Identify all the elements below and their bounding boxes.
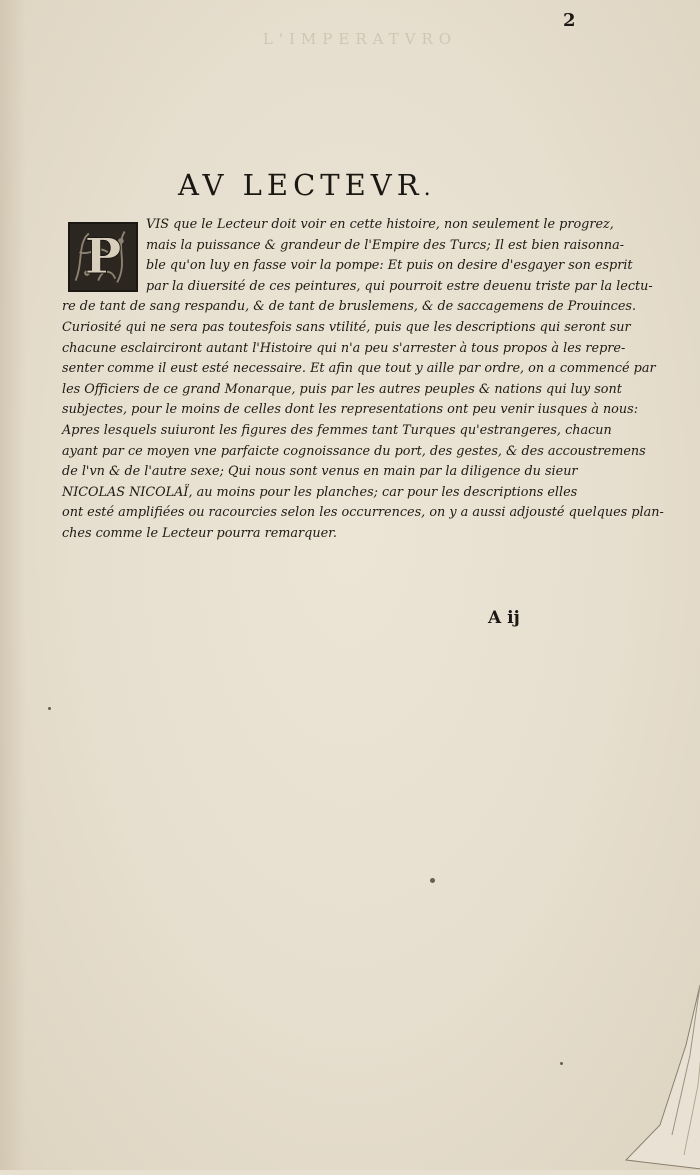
signature-mark: A ij — [488, 608, 520, 628]
paper-speck — [48, 707, 51, 710]
title-dot: . — [423, 176, 436, 201]
bleed-through-header: L'IMPERATVRO — [262, 30, 458, 48]
title-text: AV LECTEVR — [178, 168, 424, 202]
body-text — [62, 215, 664, 545]
text-line: VIS que le Lecteur doit voir en cette histoire, non seulement le progrez, — [146, 217, 614, 232]
text-line: par la diuersité de ces peintures, qui pourroit estre deuenu triste par la lectu- — [146, 278, 653, 294]
paper-speck — [560, 1062, 563, 1065]
page-fold-corner — [620, 975, 700, 1175]
page-title — [178, 168, 468, 202]
text-line: ches comme le Lecteur pourra remarquer. — [62, 525, 337, 541]
text-line: NICOLAS NICOLAÏ, au moins pour les planches; car pour les descriptions elles — [62, 484, 578, 500]
text-line: ont esté amplifiées ou racourcies selon les occurrences, on y a aussi adjousté quelques plan- — [62, 505, 664, 521]
text-line: chacune esclairciront autant l'Histoire qui n'a peu s'arrester à tous propos à les repre- — [62, 340, 626, 356]
text-line: subjectes, pour le moins de celles dont les representations ont peu venir iusques à nous: — [62, 402, 639, 418]
page-number: 2 — [563, 10, 576, 31]
text-line: Curiosité qui ne sera pas toutesfois sans vtilité, puis que les descriptions qui seront sur — [62, 319, 631, 335]
text-line: re de tant de sang respandu, & de tant de bruslemens, & de saccagemens de Prouinces. — [62, 299, 637, 315]
text-line: ayant par ce moyen vne parfaicte cognoissance du port, des gestes, & des accoustremens — [62, 443, 646, 459]
text-line: mais la puissance & grandeur de l'Empire des Turcs; Il est bien raisonna- — [146, 237, 625, 253]
svg-text:P: P — [84, 227, 122, 286]
text-line: les Officiers de ce grand Monarque, puis par les autres peuples & nations qui luy sont — [62, 381, 622, 397]
page-edge-shadow — [0, 0, 26, 1170]
text-line: ble qu'on luy en fasse voir la pompe: Et puis on desire d'esgayer son esprit — [146, 258, 633, 274]
text-line: Apres lesquels suiuront les figures des femmes tant Turques qu'estrangeres, chacun — [62, 422, 612, 438]
paper-speck — [430, 878, 435, 883]
text-line: senter comme il eust esté necessaire. Et afin que tout y aille par ordre, on a commencé par — [62, 361, 656, 377]
text-line: de l'vn & de l'autre sexe; Qui nous sont venus en main par la diligence du sieur — [62, 464, 578, 480]
